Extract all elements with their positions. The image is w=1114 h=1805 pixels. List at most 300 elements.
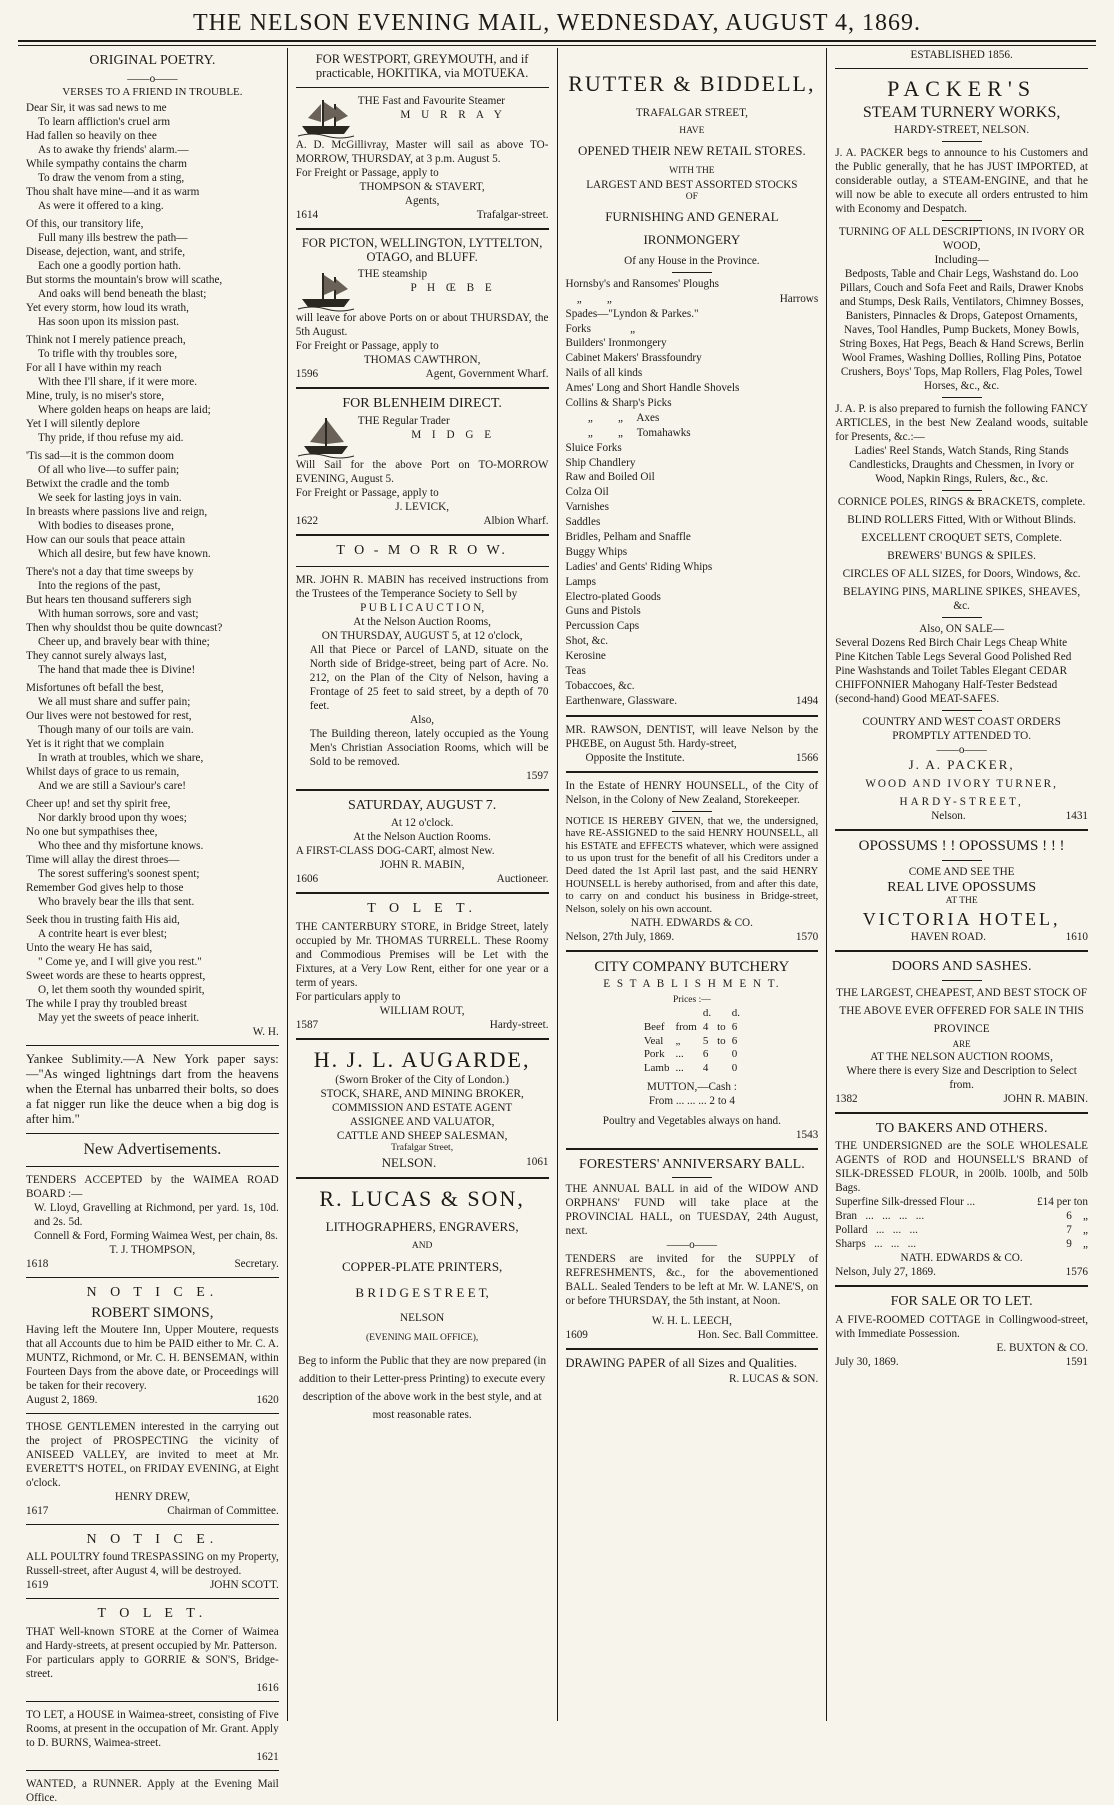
rutter-with: WITH THE: [669, 165, 715, 176]
bakers-title: TO BAKERS AND OTHERS.: [875, 1120, 1048, 1136]
sale-body: A FIVE-ROOMED COTTAGE in Collingwood-street, with Immediate Possession.: [835, 1313, 1088, 1340]
opossums-title: OPOSSUMS ! ! OPOSSUMS ! ! !: [858, 837, 1065, 854]
rutter-item: [566, 575, 819, 590]
rutter-item-name: Ames' Long and Short Handle Shovels: [565, 382, 740, 395]
poem-line: Whilst days of grace to us remain,: [26, 766, 180, 779]
poem-line: Has soon upon its mission past.: [38, 316, 180, 329]
rutter-item-list: [566, 277, 819, 709]
to-let-title: T O L E T.: [97, 1606, 208, 1621]
agent-name: THOMPSON & STAVERT,: [359, 180, 485, 193]
poem-line: As were it offered to a king.: [38, 200, 164, 213]
ad-number: 1570: [795, 931, 819, 944]
rutter-item: [566, 351, 819, 366]
poem-stanza: [26, 913, 279, 1025]
divider-rule: [942, 860, 982, 861]
westport-body: THE Fast and Favourite Steamer: [357, 94, 506, 107]
bakers-price-row: [835, 1195, 1088, 1209]
notice-title: N O T I C E.: [86, 1531, 219, 1547]
bakers-item: Superfine Silk-dressed Flour ...: [835, 1196, 976, 1209]
rutter-item: [566, 381, 819, 396]
poem-line: Who bravely bear the ills that sent.: [38, 896, 195, 909]
ad-number: 1543: [795, 1128, 819, 1141]
auction-date: ON THURSDAY, AUGUST 5, at 12 o'clock,: [321, 629, 523, 642]
divider-rule: [942, 710, 982, 711]
ad-number: 1610: [1065, 931, 1088, 944]
rutter-item: [566, 411, 819, 426]
rutter-item-name: Raw and Boiled Oil: [565, 471, 655, 484]
poem-line: In wrath at troubles, which we share,: [38, 752, 204, 765]
bakers-item: Pollard ... ... ...: [835, 1224, 918, 1237]
sale-signature: E. BUXTON & CO.: [996, 1341, 1088, 1354]
divider-rule: [835, 1285, 1088, 1287]
ad-number: 1587: [295, 1018, 319, 1031]
poem-line: Of this, our transitory life,: [26, 218, 144, 231]
rutter-item-name: Kerosine: [565, 650, 606, 663]
yankee-sublimity: Yankee Sublimity.—A New York paper says:—"As winged lightnings dart from the heavens when the Eternal has unbarred their bolts, so does a fat nigger run like the deuce when a big dog is after him.": [26, 1052, 279, 1127]
augarde-line: CATTLE AND SHEEP SALESMAN,: [336, 1130, 508, 1142]
poem-line: And oaks will bend beneath the blast;: [38, 288, 207, 301]
saturday-body: A FIRST-CLASS DOG-CART, almost New.: [295, 845, 495, 857]
poem-line: Misfortunes oft befall the best,: [26, 682, 164, 695]
poem-line: Yet I will silently deplore: [26, 418, 140, 431]
bakers-body: THE UNDERSIGNED are the SOLE WHOLESALE AGENTS of ROD and HOUNSELL'S BRAND of SILK-DRESSED FLOUR, in 200lb. 100lb, and 50lb Bags.: [835, 1140, 1088, 1195]
divider-rule: [296, 534, 549, 536]
cornice-line: CORNICE POLES, RINGS & BRACKETS, complete.: [837, 495, 1086, 508]
divider-rule: [672, 811, 712, 812]
bakers-price: £14 per ton: [1037, 1196, 1088, 1209]
poem-line: May yet the sweets of peace inherit.: [38, 1012, 200, 1025]
rutter-item: [566, 664, 819, 679]
rutter-item-name: Ship Chandlery: [565, 456, 636, 469]
divider-rule: [566, 950, 819, 952]
agent-name: J. LEVICK,: [395, 501, 449, 513]
poem-stanza: [26, 681, 279, 793]
butchery-name: CITY COMPANY BUTCHERY: [594, 959, 790, 976]
butchery-mutton-price: From ... ... ... 2 to 4: [648, 1094, 735, 1107]
butchery-header-cell: d.: [731, 1007, 740, 1020]
augarde-line: Trafalgar Street,: [391, 1143, 454, 1153]
butchery-cell: to: [717, 1020, 726, 1033]
rutter-item-name: Saddles: [565, 516, 601, 529]
butchery-header-cell: [714, 1007, 729, 1021]
butchery-cell: Pork: [643, 1048, 665, 1061]
packer-works: STEAM TURNERY WORKS,: [862, 103, 1061, 121]
packer-body: J. A. PACKER begs to announce to his Customers and the Public generally, that he has JUST IMPORTED, at considerable outlay, a STEAM-ENGINE, and that he will now be able to execute all orders entrusted to him with Economy and Despatch.: [835, 146, 1088, 215]
augarde-line: STOCK, SHARE, AND MINING BROKER,: [320, 1088, 524, 1100]
tenders-line: Connell & Ford, Forming Waimea West, per chain, 8s.: [34, 1230, 278, 1243]
packer-hardy: HARDY-STREET,: [899, 795, 1024, 808]
freight-line: For Freight or Passage, apply to: [295, 166, 439, 179]
ship-name: P H Œ B E: [410, 281, 496, 294]
divider-rule: [296, 1038, 549, 1040]
butchery-header-cell: [672, 1007, 699, 1021]
butchery-row: [641, 1048, 743, 1062]
poem-line: Cheer up, and bravely bear with thine;: [38, 636, 210, 649]
agent-label: Agents,: [404, 194, 440, 207]
poem-line: For all I have within my reach: [26, 362, 162, 375]
butchery-row: [641, 1021, 743, 1035]
divider-rule: [26, 1133, 279, 1134]
ad-number: 1606: [295, 873, 319, 885]
rutter-item: [566, 649, 819, 664]
freight-line: For Freight or Passage, apply to: [295, 339, 439, 352]
circles-line: CIRCLES OF ALL SIZES, for Doors, Windows, &c.: [842, 567, 1081, 580]
rutter-item-extra: Harrows: [779, 292, 819, 305]
butchery-row: [641, 1062, 743, 1076]
doors-where: Where there is every Size and Description to Select from.: [846, 1064, 1077, 1091]
ad-number: 1619: [26, 1579, 49, 1591]
poem-line: How can our souls that peace attain: [26, 534, 186, 547]
ad-number: 1431: [1065, 809, 1088, 822]
poem-line: Cheer up! and set thy spirit free,: [26, 798, 171, 811]
divider: ——o——: [666, 1239, 718, 1252]
tenders-title: TENDERS ACCEPTED by the WAIMEA ROAD BOARD :—: [26, 1174, 279, 1201]
auction-lot: All that Piece or Parcel of LAND, situate on the North side of Bridge-street, being part of Acre. No. 212, on the Plan of the City of Nelson, having a Frontage of 25 feet to said street, by a depth of 70 feet.: [309, 643, 549, 712]
butchery-header-cell: d.: [702, 1007, 712, 1020]
ad-number: 1616: [256, 1681, 279, 1694]
rutter-item: [566, 396, 819, 411]
poem-line: 'Tis sad—it is the common doom: [26, 450, 174, 463]
drawing-paper-signature: R. LUCAS & SON.: [729, 1372, 819, 1385]
rutter-item: [566, 426, 819, 441]
picton-body: THE steamship: [357, 267, 428, 280]
notice-signature: JOHN SCOTT.: [209, 1579, 279, 1591]
ad-number: 1566: [795, 751, 819, 764]
divider: ——o——: [127, 72, 178, 85]
lucas-line: LITHOGRAPHERS, ENGRAVERS,: [325, 1218, 519, 1234]
divider-rule: [26, 1770, 279, 1771]
poem-stanza: [26, 797, 279, 909]
fancy-list: Ladies' Reel Stands, Watch Stands, Ring Stands Candlesticks, Draughts and Chessmen, in Ivory or Wood, Napkin Rings, Rulers, &c., &c.: [849, 444, 1075, 485]
rutter-item-name: Electro-plated Goods: [565, 590, 661, 603]
butchery-establishment: E S T A B L I S H M E N T.: [603, 978, 781, 991]
rutter-of: OF: [685, 191, 698, 202]
poem-line: While sympathy contains the charm: [26, 158, 187, 171]
tenders-role: Secretary.: [234, 1258, 279, 1271]
augarde-line: COMMISSION AND ESTATE AGENT: [331, 1102, 513, 1114]
tenders-line: W. Lloyd, Gravelling at Richmond, per yard. 1s, 10d. and 2s. 5d.: [34, 1202, 279, 1229]
blenheim-body: THE Regular Trader: [357, 415, 450, 427]
rutter-item-name: Earthenware, Glassware.: [565, 694, 678, 707]
divider-rule: [26, 1413, 279, 1414]
butchery-header-row: [641, 1007, 743, 1021]
poem-stanza: [26, 217, 279, 329]
rutter-item-name: Forks „: [565, 322, 636, 335]
rutter-item: [566, 634, 819, 649]
divider-rule: [296, 1177, 549, 1179]
rutter-item: [566, 530, 819, 545]
poem-line: Then why shouldst thou be quite downcast?: [26, 622, 223, 635]
ad-number: 1061: [526, 1155, 549, 1168]
ad-number: 1621: [256, 1750, 279, 1763]
divider-rule: [942, 980, 982, 981]
column-1: [18, 48, 287, 1804]
ad-number: 1620: [256, 1393, 279, 1406]
poem-signature: W. H.: [252, 1026, 279, 1039]
rutter-item-name: Spades—"Lyndon & Parkes.": [565, 307, 699, 320]
butchery-cell: to: [717, 1034, 726, 1047]
established-line: ESTABLISHED 1856.: [910, 49, 1013, 61]
column-3: [557, 48, 827, 1721]
butchery-prices: Prices :—: [673, 995, 711, 1006]
opossums-real: REAL LIVE OPOSSUMS: [887, 879, 1037, 895]
divider-rule: [942, 220, 982, 221]
rutter-item-name: Buggy Whips: [565, 545, 628, 558]
poem-line: But storms the mountain's brow will scathe,: [26, 274, 223, 287]
butchery-cell: 6: [731, 1020, 738, 1033]
poem-line: The sorest suffering's soonest spent;: [38, 868, 200, 881]
lucas-line: (EVENING MAIL OFFICE),: [365, 1333, 479, 1344]
turning-including: Including—: [934, 253, 989, 266]
packer-signature: J. A. PACKER,: [908, 756, 1015, 772]
rutter-item-name: Nails of all kinds: [565, 367, 643, 380]
agent-address: Albion Wharf.: [483, 515, 549, 527]
saturday-signature: JOHN R. MABIN,: [379, 859, 465, 871]
saturday-rooms: At the Nelson Auction Rooms.: [353, 831, 491, 843]
rutter-item-name: Varnishes: [565, 501, 609, 514]
poem-line: Disease, dejection, want, and strife,: [26, 246, 186, 259]
new-advertisements-heading: New Advertisements.: [83, 1141, 222, 1159]
butchery-cell: 4: [702, 1020, 709, 1033]
rutter-item-name: Tobaccoes, &c.: [565, 679, 635, 692]
packer-street: HARDY-STREET, NELSON.: [894, 123, 1030, 136]
bakers-signature: NATH. EDWARDS & CO.: [900, 1252, 1023, 1265]
lucas-name: R. LUCAS & SON,: [319, 1186, 525, 1212]
notice-date: August 2, 1869.: [26, 1393, 98, 1406]
ad-number: 1617: [26, 1504, 49, 1517]
rutter-item-name: Percussion Caps: [565, 620, 640, 633]
picton-body: will leave for above Ports on or about THURSDAY, the 5th August.: [295, 311, 549, 338]
poem-line: Sweet words are these to hearts opprest,: [26, 970, 206, 983]
auction-line: P U B L I C A U C T I O N,: [360, 601, 485, 614]
ad-number: 1618: [26, 1258, 49, 1271]
rutter-item-name: Colza Oil: [565, 486, 609, 499]
rutter-item-name: Builders' Ironmongery: [565, 337, 667, 350]
rutter-item: [566, 441, 819, 456]
divider-rule: [835, 950, 1088, 952]
rutter-item: [566, 679, 819, 694]
butchery-poultry: Poultry and Vegetables always on hand.: [602, 1114, 781, 1127]
poem-line: Remember God gives help to those: [26, 882, 184, 895]
divider-rule: [26, 1524, 279, 1525]
poem-line: O, let them sooth thy wounded spirit,: [38, 984, 205, 997]
to-let-signature: WILLIAM ROUT,: [379, 1004, 465, 1017]
column-2: [287, 48, 557, 1721]
steamship-icon: [298, 267, 354, 311]
blenheim-body: Will Sail for the above Port on TO-MORROW EVENING, August 5.: [295, 459, 549, 485]
rawson-body: MR. RAWSON, DENTIST, will leave Nelson by the PHŒBE, on August 5th. Hardy-street,: [565, 723, 819, 750]
divider-rule: [942, 141, 982, 142]
butchery-cell: 0: [731, 1062, 738, 1075]
poem-line: But hears ten thousand sufferers sigh: [26, 594, 192, 607]
rutter-item: [566, 336, 819, 351]
poem-line: In breasts where passions live and reign,: [26, 506, 208, 519]
butchery-cell: ...: [675, 1048, 684, 1061]
estate-signature: NATH. EDWARDS & CO.: [630, 917, 753, 930]
poem-line: With bodies to diseases prone,: [38, 520, 174, 533]
poem-line: Full many ills bestrew the path—: [38, 232, 188, 245]
rutter-item: [566, 604, 819, 619]
rutter-ironmongery: IRONMONGERY: [643, 231, 741, 247]
butchery-cell: ...: [675, 1062, 684, 1075]
lucas-line: AND: [411, 1240, 433, 1251]
blind-line: BLIND ROLLERS Fitted, With or Without Blinds.: [847, 513, 1076, 526]
poem-line: Had fallen so heavily on thee: [26, 130, 157, 143]
rutter-item-name: „ „: [565, 292, 612, 305]
poem: [26, 101, 279, 1025]
gentlemen-role: Chairman of Committee.: [167, 1504, 279, 1517]
rutter-item-name: Cabinet Makers' Brassfoundry: [565, 352, 702, 365]
rutter-item: [566, 470, 819, 485]
butchery-mutton: MUTTON,—Cash :: [646, 1080, 737, 1093]
foresters-role: Hon. Sec. Ball Committee.: [697, 1329, 819, 1342]
butchery-cell: Beef: [643, 1020, 665, 1033]
rutter-item-name: Hornsby's and Ransomes' Ploughs: [565, 277, 720, 290]
divider-rule: [566, 1148, 819, 1150]
rutter-item-name: Guns and Pistols: [565, 605, 641, 618]
saturday-time: At 12 o'clock.: [390, 817, 454, 829]
to-let-title: T O L E T.: [367, 901, 477, 916]
sale-title: FOR SALE OR TO LET.: [890, 1294, 1033, 1310]
to-let-apply: For particulars apply to: [295, 990, 401, 1003]
westport-title: FOR WESTPORT, GREYMOUTH, and if practicable, HOKITIKA, via MOTUEKA.: [315, 52, 529, 81]
poem-line: No one but sympathises thee,: [26, 826, 158, 839]
bakers-price: 7 „: [1066, 1224, 1088, 1237]
to-let-body: TO LET, a HOUSE in Waimea-street, consisting of Five Rooms, at present in the occupation of Mr. Grant. Apply to D. BURNS, Waimea-street.: [26, 1708, 279, 1749]
sale-list: Several Dozens Red Birch Chair Legs Cheap White Pine Kitchen Table Legs Several Good Polished Red Pine Washstands and Toilet Tables Elegant CEDAR CHIFFONNIER Mahogany Half-Tester Bedstead (second-hand) Good MEAT-SAFES.: [835, 636, 1072, 705]
turning-list: Bedposts, Table and Chair Legs, Washstand do. Loo Pillars, Couch and Sofa Feet and Rails, Drawer Knobs and Stumps, Desk Rails, Ventilators, Chimney Bosses, Banisters, Pinnacles & Drops, Gatepost Ornaments, Naves, Tool Handles, Pump Buckets, Money Bowls, String Boxes, Hat Pegs, Beach & Hand Screws, Berlin Wool Frames, Washing Dollies, Rolling Pins, Potatoe Crushers, Boys' Tops, Map Rollers, Flag Poles, Towel Horses, &c., &c.: [839, 267, 1084, 392]
poem-line: A contrite heart is ever blest;: [38, 928, 167, 941]
poem-line: Nor darkly brood upon thy woes;: [38, 812, 187, 825]
rutter-item: [566, 590, 819, 605]
divider-rule: [26, 1701, 279, 1702]
ad-number: 1596: [295, 367, 319, 380]
rutter-street: TRAFALGAR STREET,: [635, 106, 748, 119]
bakers-price-row: [835, 1223, 1088, 1237]
ship-name: M I D G E: [411, 429, 496, 441]
rutter-any: Of any House in the Province.: [624, 254, 760, 267]
ad-number: 1576: [1065, 1266, 1088, 1279]
butchery-header-cell: [641, 1007, 673, 1021]
poem-stanza: [26, 101, 279, 213]
brewers-line: BREWERS' BUNGS & SPILES.: [887, 549, 1036, 562]
augarde-line: NELSON.: [381, 1154, 437, 1170]
poem-line: We seek for lasting joys in vain.: [38, 492, 182, 505]
doors-body: THE LARGEST, CHEAPEST, AND BEST STOCK OF THE ABOVE EVER OFFERED FOR SALE IN THIS PROVINCE: [836, 986, 1088, 1035]
poem-line: Of all who live—to suffer pain;: [38, 464, 180, 477]
poem-line: The hand that made thee is Divine!: [38, 664, 196, 677]
poem-line: They cannot surely always last,: [26, 650, 167, 663]
poem-line: Which all desire, but few have known.: [38, 548, 211, 561]
butchery-cell: Lamb: [643, 1062, 670, 1075]
poem-line: Dear Sir, it was sad news to me: [26, 102, 167, 115]
poem-line: Into the regions of the past,: [38, 580, 161, 593]
poem-line: Yet is it right that we complain: [26, 738, 165, 751]
lucas-body: Beg to inform the Public that they are now prepared (in addition to their Letter-press Printing) to execute every description of the above work in the best style, and at most reasonable rates.: [298, 1355, 547, 1421]
estate-date: Nelson, 27th July, 1869.: [565, 931, 675, 944]
tenders-signature: T. J. THOMPSON,: [109, 1244, 196, 1257]
bakers-date: Nelson, July 27, 1869.: [835, 1266, 936, 1279]
poem-line: Seek thou in trusting faith His aid,: [26, 914, 180, 927]
drawing-paper-body: DRAWING PAPER of all Sizes and Qualities.: [565, 1356, 798, 1371]
also-on-sale: Also, ON SALE—: [919, 622, 1005, 635]
poem-line: We all must share and suffer pain;: [38, 696, 191, 709]
rutter-have: HAVE: [679, 125, 705, 136]
rutter-item: [566, 307, 819, 322]
divider-rule: [672, 272, 712, 273]
rutter-item-name: Ladies' and Gents' Riding Whips: [565, 560, 713, 573]
divider-rule: [566, 715, 819, 717]
poem-line: Our lives were not bestowed for rest,: [26, 710, 192, 723]
divider-rule: [296, 387, 549, 389]
rutter-item: [566, 515, 819, 530]
ad-number: 1591: [1065, 1355, 1088, 1368]
doors-are: ARE: [952, 1038, 971, 1049]
country-orders: COUNTRY AND WEST COAST ORDERS PROMPTLY ATTENDED TO.: [862, 715, 1061, 742]
poem-line: Each one a goodly portion hath.: [38, 260, 181, 273]
divider-rule: [942, 617, 982, 618]
rutter-item-extra: 1494: [795, 694, 819, 707]
bakers-price: 6 „: [1066, 1210, 1088, 1223]
butchery-cell: [714, 1062, 729, 1076]
bakers-price-row: [835, 1237, 1088, 1251]
ad-number: 1597: [526, 769, 549, 782]
doors-title: DOORS AND SASHES.: [891, 959, 1032, 975]
rutter-item-name: Sluice Forks: [565, 441, 622, 454]
butchery-row: [641, 1035, 743, 1049]
wanted-ad: WANTED, a RUNNER. Apply at the Evening Mail Office.: [26, 1777, 279, 1804]
croquet-line: EXCELLENT CROQUET SETS, Complete.: [861, 531, 1062, 544]
lucas-line: NELSON: [400, 1312, 445, 1325]
ship-name: M U R R A Y: [400, 108, 506, 121]
divider-rule: [296, 228, 549, 230]
agent-address: Trafalgar-street.: [476, 208, 549, 221]
butchery-cell: 4: [702, 1062, 709, 1075]
poem-line: Yet every storm, how loud its wrath,: [26, 302, 189, 315]
haven-road: HAVEN ROAD.: [910, 931, 986, 944]
notice-name: ROBERT SIMONS,: [91, 1304, 214, 1321]
agent-name: THOMAS CAWTHRON,: [363, 353, 481, 366]
column-4: [826, 48, 1096, 1721]
butchery-cell: 6: [731, 1034, 738, 1047]
foresters-body: THE ANNUAL BALL in aid of the WIDOW AND ORPHANS' FUND will take place at the PROVINCIAL HALL, on TUESDAY, 24th August, next.: [565, 1183, 819, 1238]
poem-line: And we are still a Saviour's care!: [38, 780, 187, 793]
butchery-price-table: [641, 1007, 743, 1076]
poetry-heading: ORIGINAL POETRY.: [89, 53, 216, 68]
rutter-item: [566, 619, 819, 634]
poem-line: To draw the venom from a sting,: [38, 172, 185, 185]
agent-address: Agent, Government Wharf.: [425, 367, 549, 380]
bakers-price-list: [835, 1195, 1088, 1251]
to-let-body: THAT Well-known STORE at the Corner of Waimea and Hardy-streets, at present occupied by Mr. Patterson.: [26, 1625, 279, 1652]
poem-line: Mine, truly, is no miser's store,: [26, 390, 165, 403]
masthead: THE NELSON EVENING MAIL, WEDNESDAY, AUGUST 4, 1869.: [192, 10, 922, 36]
augarde-line: ASSIGNEE AND VALUATOR,: [349, 1116, 495, 1128]
foresters-title: FORESTERS' ANNIVERSARY BALL.: [579, 1156, 805, 1172]
bakers-item: Sharps ... ... ...: [835, 1238, 917, 1251]
rutter-opened: OPENED THEIR NEW RETAIL STORES.: [577, 143, 806, 159]
divider-rule: [26, 1598, 279, 1599]
butchery-cell: 0: [731, 1048, 738, 1061]
poem-line: The while I pray thy troubled breast: [26, 998, 187, 1011]
rutter-largest: LARGEST AND BEST ASSORTED STOCKS: [586, 178, 798, 191]
auction-body: MR. JOHN R. MABIN has received instructions from the Trustees of the Temperance Society to Sell by: [295, 573, 549, 600]
saturday-title: SATURDAY, AUGUST 7.: [347, 797, 497, 813]
saturday-role: Auctioneer.: [496, 873, 549, 885]
augarde-line: (Sworn Broker of the City of London.): [335, 1074, 509, 1086]
freight-line: For Freight or Passage, apply to: [295, 487, 439, 499]
rutter-item-name: Lamps: [565, 575, 596, 588]
